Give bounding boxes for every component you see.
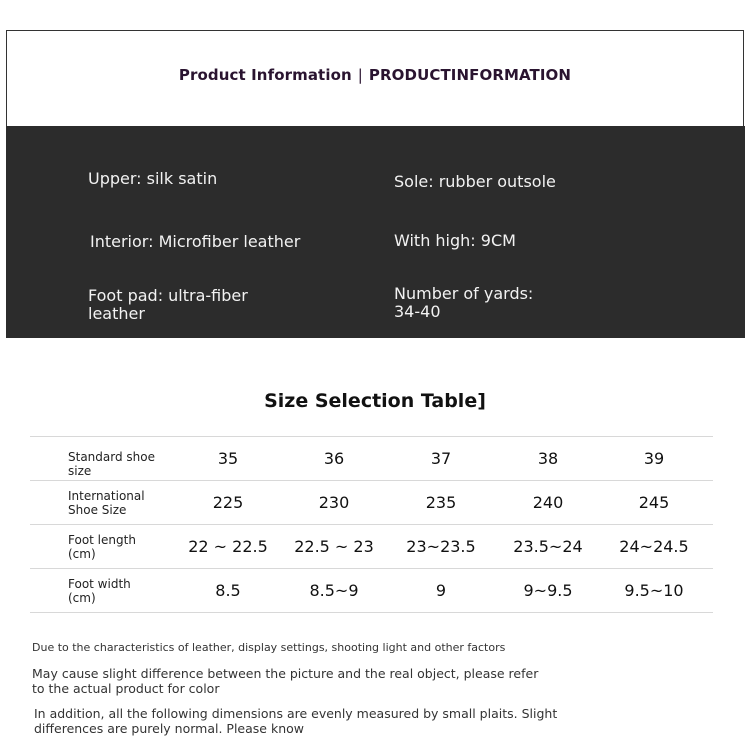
table-cell: 9~9.5 (523, 581, 573, 600)
spec-yards-line1: Number of yards: (394, 284, 534, 303)
spec-upper: Upper: silk satin (88, 169, 218, 188)
spec-foot-pad-line2: leather (88, 304, 145, 323)
row-label (68, 489, 178, 517)
row-label-line2: (cm) (68, 591, 96, 605)
table-cell: 240 (532, 493, 564, 512)
table-cell: 22.5 ~ 23 (294, 537, 374, 556)
table-cell: 235 (425, 493, 457, 512)
table-cell: 39 (643, 449, 665, 468)
table-cell: 23~23.5 (406, 537, 476, 556)
row-label (68, 533, 178, 561)
row-label-line2: size (68, 464, 92, 478)
spec-foot-pad-line1: Foot pad: ultra-fiber (88, 286, 248, 305)
table-cell: 225 (212, 493, 244, 512)
row-label-line1: Foot length (68, 533, 136, 547)
spec-foot-pad (88, 287, 248, 323)
row-label (68, 577, 178, 605)
row-label-line1: Foot width (68, 577, 131, 591)
table-cell: 35 (217, 449, 239, 468)
table-cell: 23.5~24 (513, 537, 583, 556)
size-table-title: Size Selection Table] (264, 390, 486, 412)
spec-interior: Interior: Microfiber leather (90, 232, 301, 251)
note-leather-characteristics: Due to the characteristics of leather, display settings, shooting light and other factors (32, 641, 506, 654)
table-cell: 9 (435, 581, 447, 600)
table-row-foot-width (30, 568, 713, 613)
table-cell: 36 (323, 449, 345, 468)
table-cell: 37 (430, 449, 452, 468)
note-color-difference: May cause slight difference between the picture and the real object, please refer to the actual product for color (32, 666, 539, 696)
table-row-foot-length (30, 524, 713, 568)
title-en: PRODUCTINFORMATION (368, 66, 572, 84)
table-cell: 230 (318, 493, 350, 512)
table-cell: 8.5 (215, 581, 241, 600)
row-label-line1: Standard shoe (68, 450, 155, 464)
table-row-international-size (30, 480, 713, 524)
row-label (68, 450, 178, 478)
title-cn: Product Information (178, 66, 352, 84)
size-table (30, 436, 713, 613)
table-cell: 245 (638, 493, 670, 512)
table-cell: 24~24.5 (619, 537, 689, 556)
row-label-line1: International (68, 489, 145, 503)
spec-yards-line2: 34-40 (394, 302, 441, 321)
table-cell: 8.5~9 (309, 581, 359, 600)
spec-yards (394, 285, 533, 321)
product-info-title (0, 66, 750, 84)
row-label-line2: (cm) (68, 547, 96, 561)
table-row-standard-size (30, 436, 713, 480)
note-measurement: In addition, all the following dimensions are evenly measured by small plaits. Slight differences are purely normal. Please know (34, 706, 558, 736)
table-cell: 38 (537, 449, 559, 468)
table-cell: 9.5~10 (624, 581, 684, 600)
row-label-line2: Shoe Size (68, 503, 127, 517)
title-separator: | (357, 66, 363, 84)
spec-sole: Sole: rubber outsole (394, 172, 556, 191)
table-cell: 22 ~ 22.5 (188, 537, 268, 556)
specs-panel (6, 126, 745, 338)
spec-heel-height: With high: 9CM (394, 231, 516, 250)
